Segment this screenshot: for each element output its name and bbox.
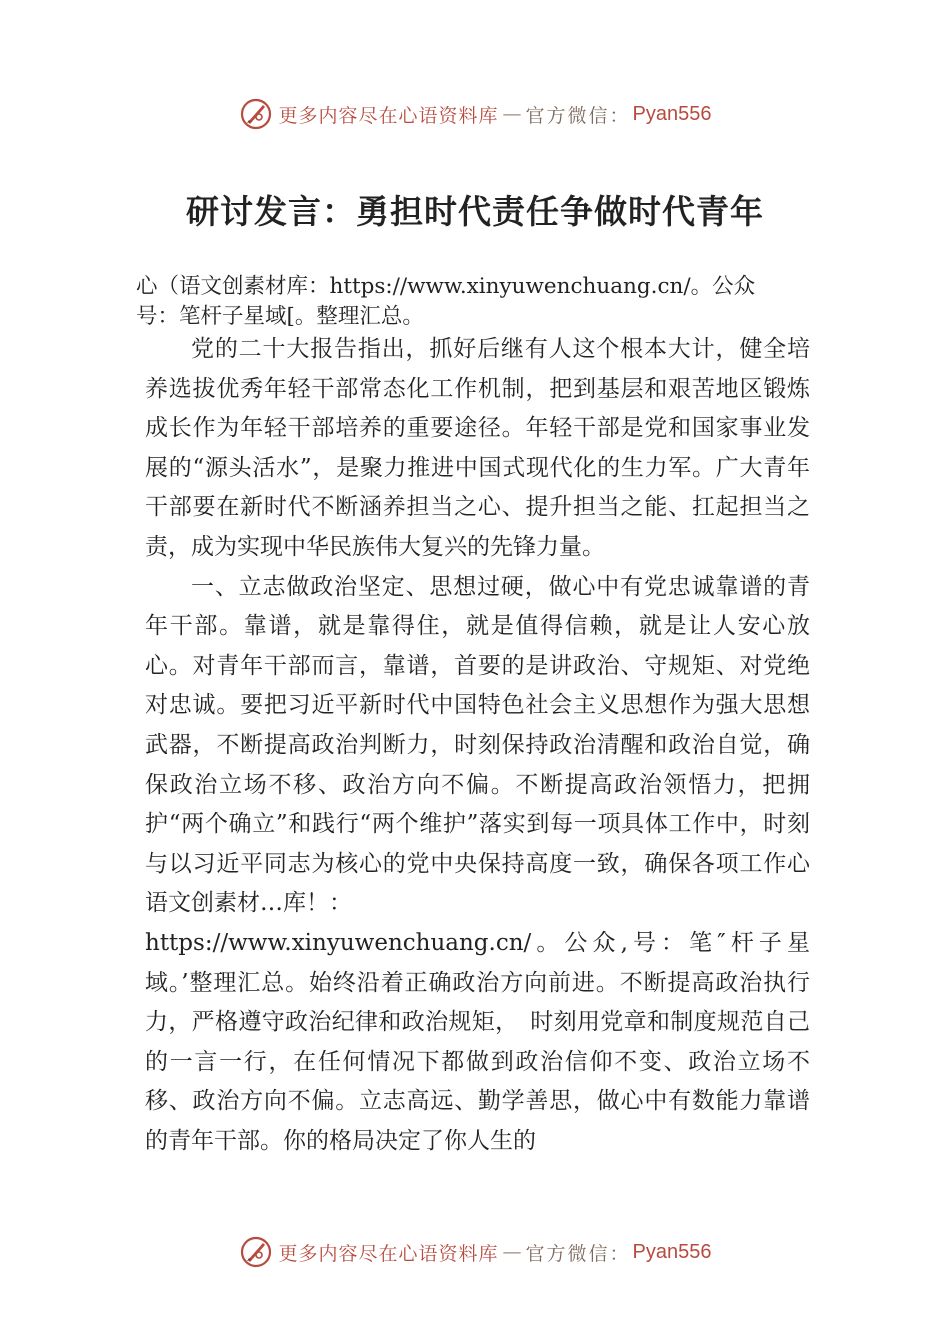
- source-line: 心（语文创素材库：https://www.xinyuwenchuang.cn/。公众 号：笔杆子星域[。整理汇总。: [136, 274, 756, 329]
- footer-banner: [0, 1230, 950, 1274]
- document-title: 研讨发言：勇担时代责任争做时代青年: [186, 192, 764, 231]
- quill-seal-icon: [239, 97, 273, 131]
- header-banner: [0, 92, 950, 136]
- banner-text: 更多内容尽在心语资料库: [278, 1242, 499, 1265]
- banner-wechat-label: 官方微信：: [525, 1242, 631, 1265]
- banner-separator: —: [502, 1241, 522, 1263]
- paragraph: 一、立志做政治坚定、思想过硬，做心中有党忠诚靠谱的青年干部。靠谱，就是靠得住，就是值得信赖，就是让人安心放心。对青年干部而言，靠谱，首要的是讲政治、守规矩、对党绝对忠诚。要把习近平新时代中国特色社会主义思想作为强大思想武器，不断提高政治判断力，时刻保持政治清醒和政治自觉，确保政治立场不移、政治方向不偏。不断提高政治领悟力，把拥护“两个确立”和践行“两个维护”落实到每一项具体工作中，时刻与以习近平同志为核心的党中央保持高度一致，确保各项工作心语文创素材…库！： https://www.xinyuwenchuang.cn/。公众,号：笔″杆子星域。’整理汇总。始终沿着正确政治方向前进。不断提高政治执行力，严格遵守政治纪律和政治规矩， 时刻用党章和制度规范自己的一言一行，在任何情况下都做到政治信仰不变、政治立场不移、政治方向不偏。立志高远、勤学善思，做心中有数能力靠谱的青年干部。你的格局决定了你人生的: [145, 573, 810, 1154]
- document-body: [145, 330, 810, 1161]
- banner-separator: —: [502, 103, 522, 125]
- banner-wechat-label: 官方微信：: [525, 104, 631, 127]
- banner-wechat-id: Pyan556: [632, 1240, 712, 1263]
- banner-text: 更多内容尽在心语资料库: [278, 104, 499, 127]
- banner-wechat-id: Pyan556: [632, 102, 712, 125]
- paragraph: 党的二十大报告指出，抓好后继有人这个根本大计，健全培养选拔优秀年轻干部常态化工作机制，把到基层和艰苦地区锻炼成长作为年轻干部培养的重要途径。年轻干部是党和国家事业发展的“源头活水”，是聚力推进中国式现代化的生力军。广大青年干部要在新时代不断涵养担当之心、提升担当之能、扛起担当之责，成为实现中华民族伟大复兴的先锋力量。: [145, 336, 810, 560]
- quill-seal-icon: [239, 1235, 273, 1269]
